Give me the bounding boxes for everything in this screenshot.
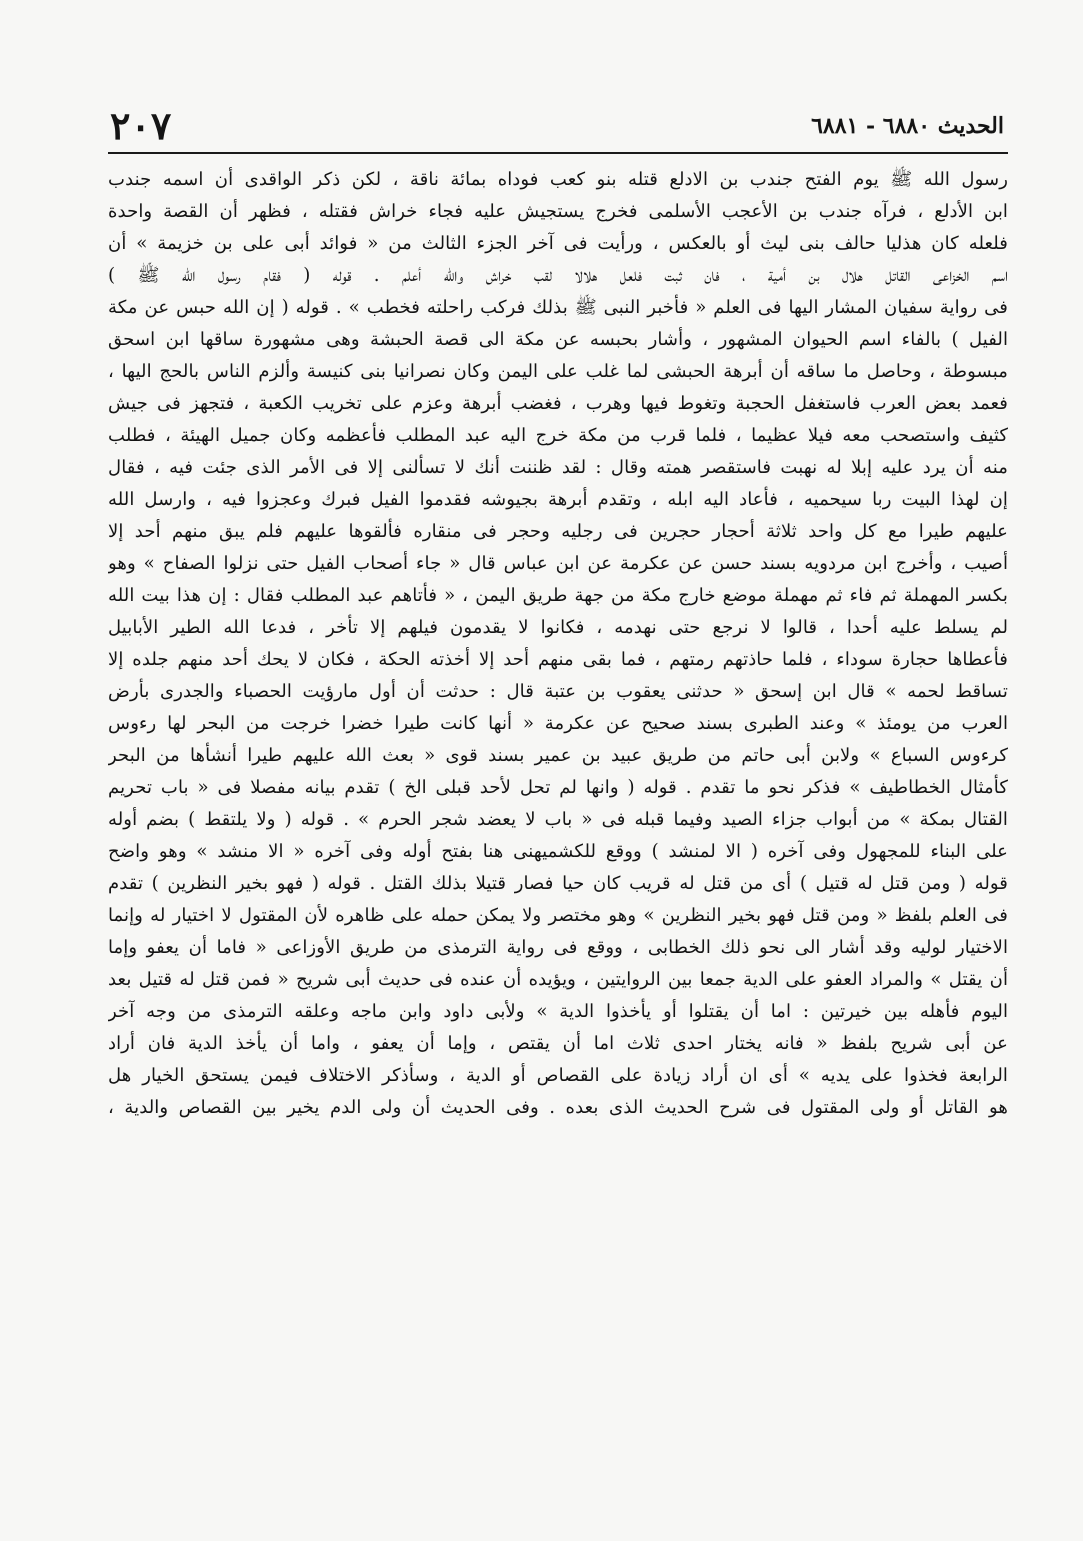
- text-line: العرب من يومئذ » وعند الطبرى بسند صحيح عن عكرمة « أنها كانت طيرا خضرا خرجت من البحر لها رءوس: [108, 713, 1008, 734]
- text-line: بكسر المهملة ثم فاء ثم مهملة موضع خارج مكة من جهة طريق اليمن ، « فأتاهم عبد المطلب فقال : إن هذا بيت الله: [108, 585, 1008, 606]
- text-line: عن أبى شريح بلفظ « فانه يختار احدى ثلاث اما أن يقتص ، وإما أن يعفو ، واما أن يأخذ الدية فان أراد: [108, 1033, 1008, 1054]
- body-text: [108, 164, 1008, 1124]
- text-line: رسول الله ﷺ يوم الفتح جندب بن الادلع قتله بنو كعب فوداه بمائة ناقة ، لكن ذكر الواقدى أن اسمه جندب: [108, 169, 1008, 190]
- text-line: الاختيار لوليه وقد أشار الى نحو ذلك الخطابى ، ووقع فى رواية الترمذى من طريق الأوزاعى « فاما أن يعفو وإما: [108, 937, 1008, 958]
- text-line: عليهم طيرا مع كل واحد ثلاثة أحجار حجرين فى رجليه وحجر فى منقاره فألقوها عليهم فلم يبق منهم أحد إلا: [108, 521, 1008, 542]
- text-line: لم يسلط عليه أحدا ، قالوا لا نرجع حتى نهدمه ، فكانوا لا يقدمون فيلهم إلا تأخر ، فدعا الله الطير الأبابيل: [108, 617, 1008, 638]
- header-rule: [108, 152, 1008, 154]
- text-line: القتال بمكة » من أبواب جزاء الصيد وفيما قبله فى « باب لا يعضد شجر الحرم » . قوله ( ولا يلتقط ) بضم أوله: [108, 809, 1008, 830]
- text-line: اليوم فأهله بين خيرتين : اما أن يقتلوا أو يأخذوا الدية » ولأبى داود وابن ماجه وعلقه الترمذى من وجه آخر: [108, 1001, 1008, 1022]
- text-line: مبسوطة ، وحاصل ما ساقه أن أبرهة الحبشى لما غلب على اليمن وكان نصرانيا بنى كنيسة وألزم الناس بالحج اليها ،: [108, 361, 1008, 382]
- text-line: كرءوس السباع » ولابن أبى حاتم من طريق عبيد بن عمير بسند قوى « بعث الله عليهم طيرا أنشأها من البحر: [108, 745, 1008, 766]
- text-line: منه أن يرد عليه إبلا له نهبت فاستقصر همته وقال : لقد ظننت أنك لا تسألنى إلا فى الأمر الذى جئت فيه ، فقال: [108, 457, 1008, 478]
- page-number: ٢٠٧: [110, 103, 172, 148]
- text-line: فأعطاها حجارة سوداء ، فلما حاذتهم رمتهم ، فما بقى منهم أحد إلا أخذته الحكة ، فكان لا يحك أحد منهم جلده إلا: [108, 649, 1008, 670]
- running-title: الحديث ٦٨٨٠ - ٦٨٨١: [811, 113, 1004, 139]
- text-line: الرابعة فخذوا على يديه » أى ان أراد زيادة على القصاص أو الدية ، وسأذكر الاختلاف فيمن يستحق الخيار هل: [108, 1065, 1008, 1086]
- page-header: [108, 100, 1008, 152]
- text-line: فى رواية سفيان المشار اليها فى العلم « فأخبر النبى ﷺ بذلك فركب راحلته فخطب » . قوله ( إن الله حبس عن مكة: [108, 297, 1008, 318]
- text-line: كثيف واستصحب معه فيلا عظيما ، فلما قرب من مكة خرج اليه عبد المطلب فأعظمه وكان جميل الهيئة ، فطلب: [108, 425, 1008, 446]
- text-line: الفيل ) بالفاء اسم الحيوان المشهور ، وأشار بحبسه عن مكة الى قصة الحبشة وهى مشهورة ساقها ابن اسحق: [108, 329, 1008, 350]
- text-line: اسم الخزاعى القاتل هلال بن أمية ، فان ثبت فلعل هلالا لقب خراش والله أعلم . قوله ( فقام رسول الله ﷺ ): [108, 265, 1008, 286]
- text-line: إن لهذا البيت ربا سيحميه ، فأعاد اليه ابله ، وتقدم أبرهة بجيوشه فقدموا الفيل فبرك وعجزوا فيه ، وارسل الله: [108, 489, 1008, 510]
- text-line: كأمثال الخطاطيف » فذكر نحو ما تقدم . قوله ( وانها لم تحل لأحد قبلى الخ ) تقدم بيانه مفصلا فى « باب تحريم: [108, 777, 1008, 798]
- text-line: قوله ( ومن قتل له قتيل ) أى من قتل له قريب كان حيا فصار قتيلا بذلك القتل . قوله ( فهو بخير النظرين ) تقدم: [108, 873, 1008, 894]
- text-line: فعمد بعض العرب فاستغفل الحجبة وتغوط فيها وهرب ، فغضب أبرهة وعزم على تخريب الكعبة ، فتجهز فى جيش: [108, 393, 1008, 414]
- text-line: أصيب ، وأخرج ابن مردويه بسند حسن عن عكرمة عن ابن عباس قال « جاء أصحاب الفيل حتى نزلوا الصفاح » وهو: [108, 553, 1008, 574]
- text-line: تساقط لحمه » قال ابن إسحق « حدثنى يعقوب بن عتبة قال : حدثت أن أول مارؤيت الحصباء والجدرى بأرض: [108, 681, 1008, 702]
- text-line: فلعله كان هذليا حالف بنى ليث أو بالعكس ، ورأيت فى آخر الجزء الثالث من « فوائد أبى على بن خزيمة » أن: [108, 233, 1008, 254]
- text-line: هو القاتل أو ولى المقتول فى شرح الحديث الذى بعده . وفى الحديث أن ولى الدم يخير بين القصاص والدية ،: [108, 1097, 1008, 1118]
- text-line: على البناء للمجهول وفى آخره ( الا لمنشد ) ووقع للكشميهنى هنا بفتح أوله وفى آخره « الا منشد » وهو واضح: [108, 841, 1008, 862]
- text-line: أن يقتل » والمراد العفو على الدية جمعا بين الروايتين ، ويؤيده أن عنده فى حديث أبى شريح « فمن قتل له قتيل بعد: [108, 969, 1008, 990]
- book-page: [108, 100, 1008, 1500]
- text-line: ابن الأدلع ، فرآه جندب بن الأعجب الأسلمى فخرج يستجيش عليه فجاء خراش فقتله ، فظهر أن القصة واحدة: [108, 201, 1008, 222]
- text-line: فى العلم بلفظ « ومن قتل فهو بخير النظرين » وهو مختصر ولا يمكن حمله على ظاهره لأن المقتول لا اختيار له وإنما: [108, 905, 1008, 926]
